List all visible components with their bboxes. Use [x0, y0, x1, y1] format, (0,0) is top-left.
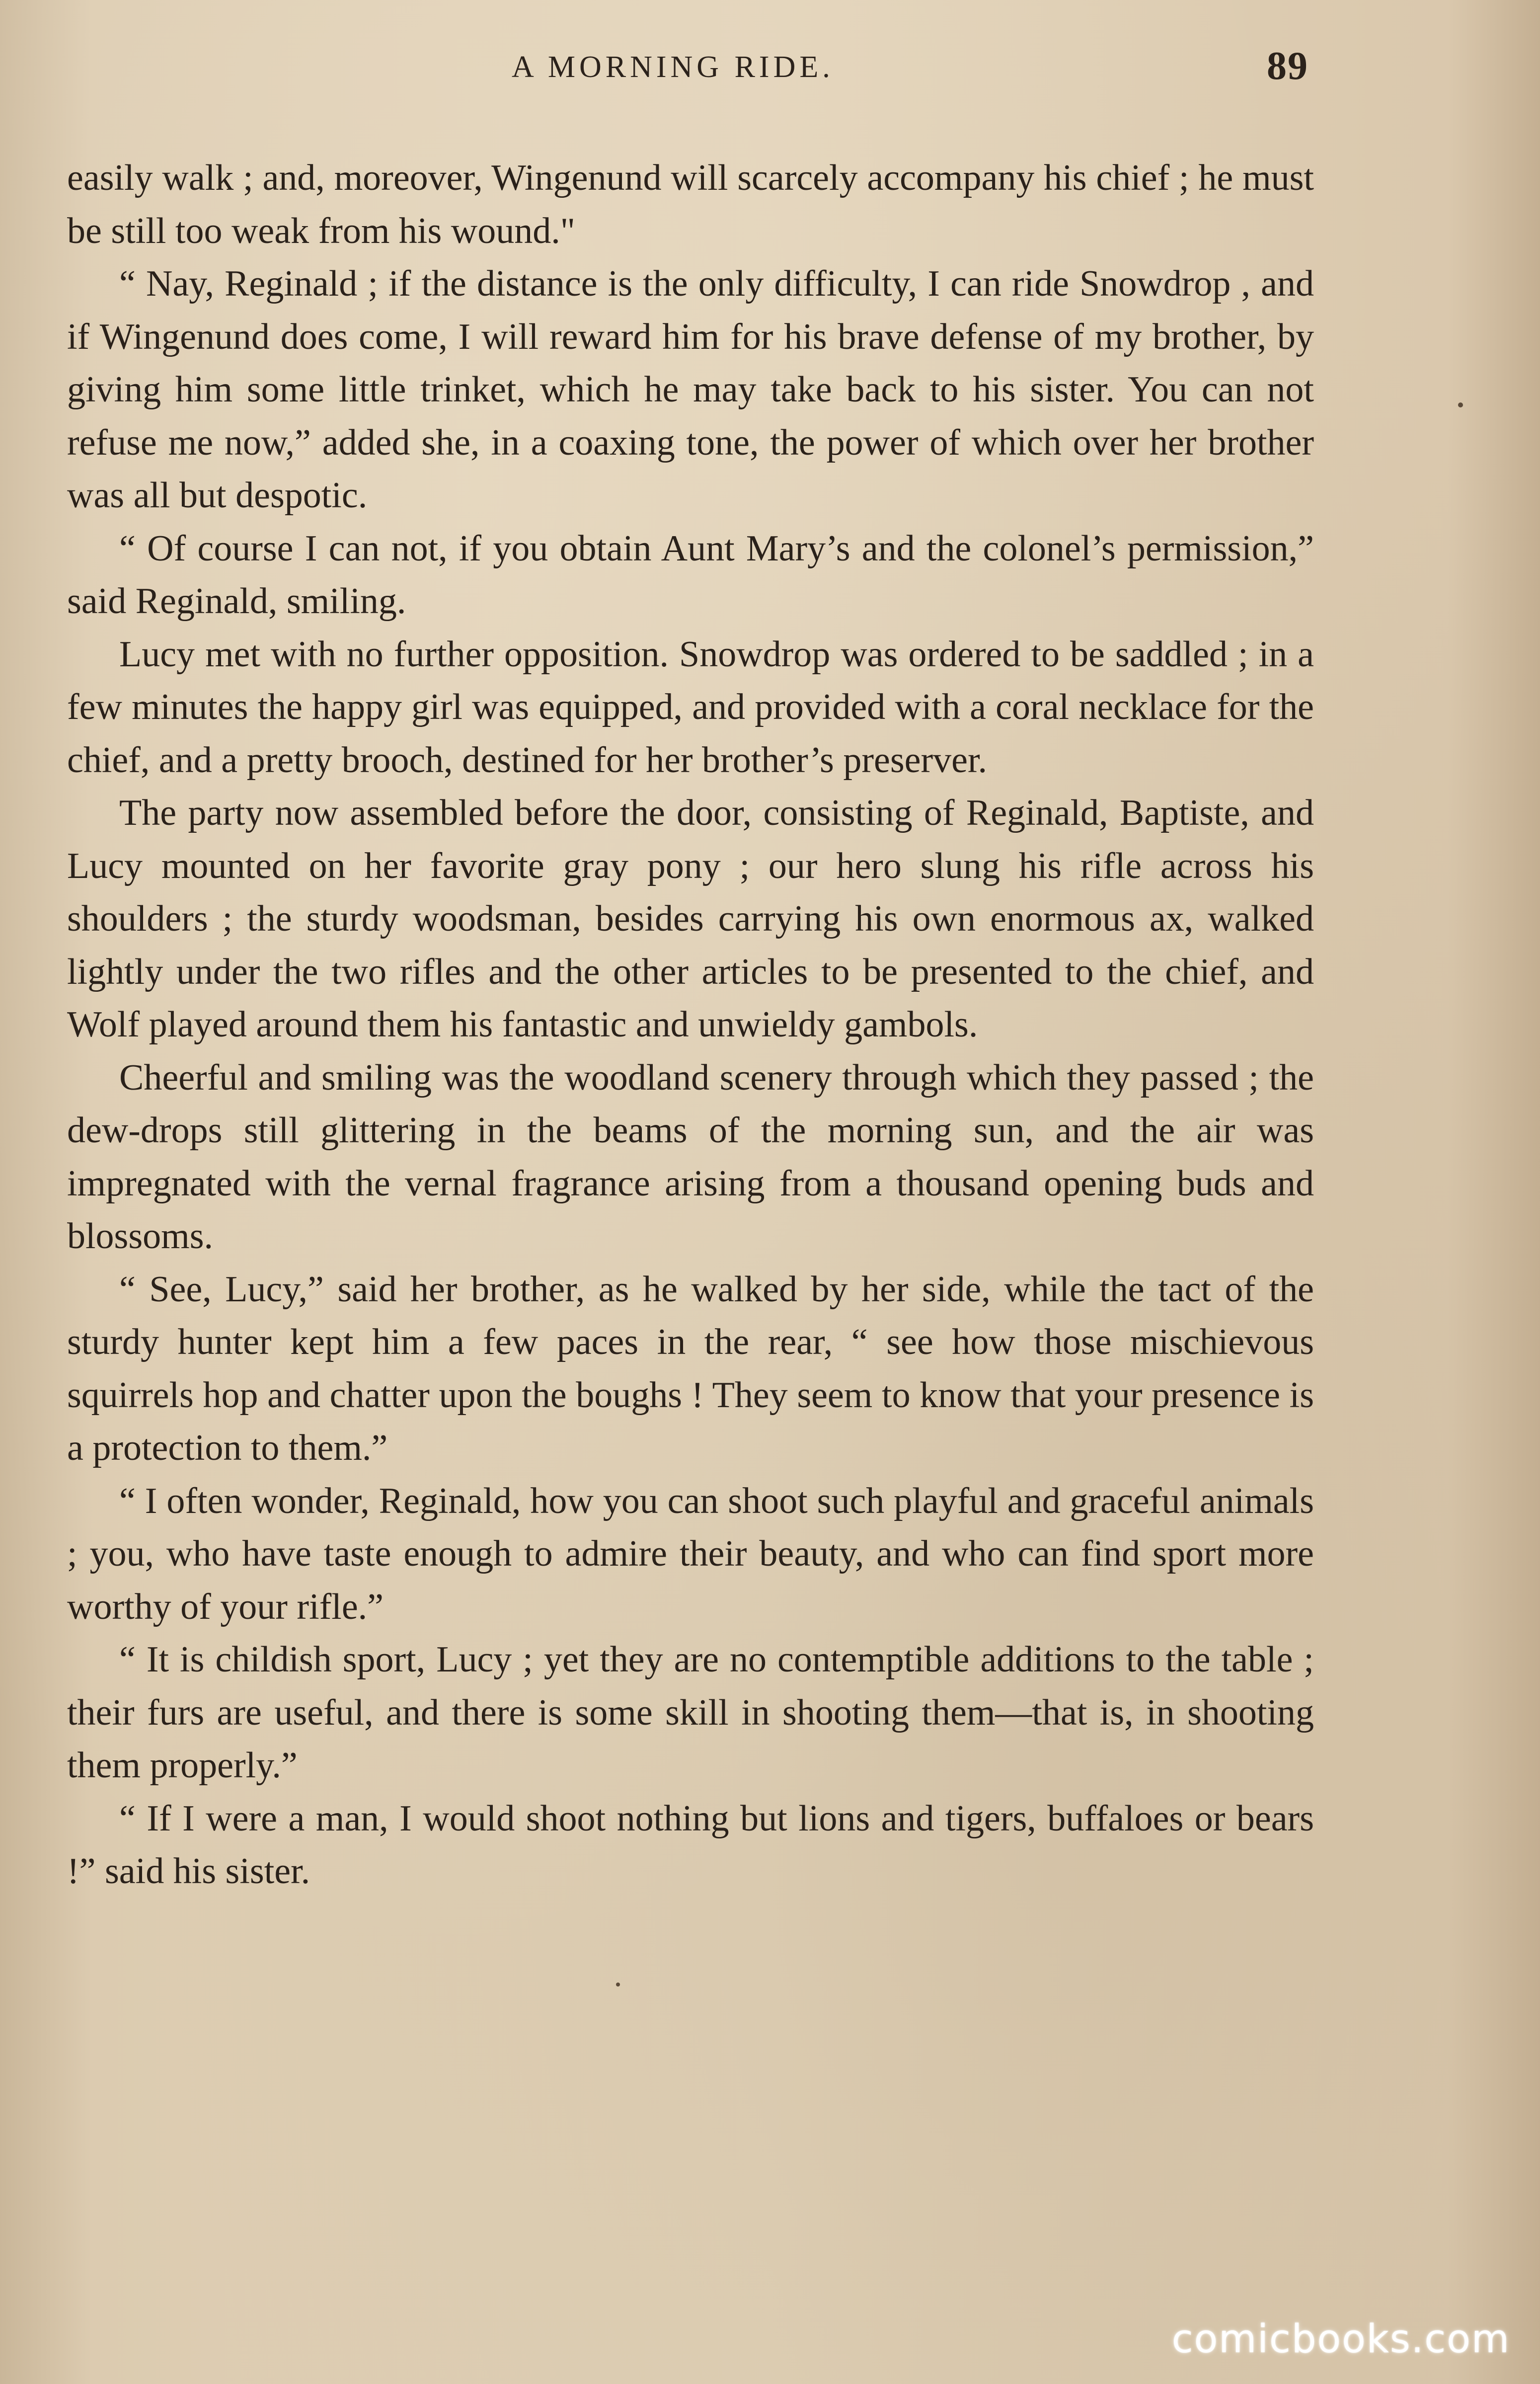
- paragraph: The party now assembled before the door, consisting of Reginald, Baptiste, and Lucy mounted on her favorite gray pony ; our hero slung his rifle across his shoulders ; the sturdy woodsman, besides carrying his own enormous ax, walked lightly under the two rifles and the other articles to be presented to the chief, and Wolf played around them his fantastic and unwieldy gambols.: [67, 793, 1314, 1045]
- paragraph: Cheerful and smiling was the woodland scenery through which they passed ; the dew-drops still glittering in the beams of the morning sun, and the air was impregnated with the vernal fragrance arising from a thousand opening buds and blossoms.: [67, 1057, 1314, 1257]
- paper-speck: [616, 1983, 620, 1987]
- paragraph: “ I often wonder, Reginald, how you can shoot such playful and graceful animals ; you, who have taste enough to admire their beauty, and who can find sport more worthy of your rifle.”: [67, 1480, 1314, 1627]
- chapter-title: A MORNING RIDE.: [512, 50, 834, 84]
- site-watermark: comicbooks.com: [1171, 2317, 1510, 2362]
- paragraph: “ It is childish sport, Lucy ; yet they are no contemptible additions to the table ; their furs are useful, and there is some skill in shooting them—that is, in shooting them properly.”: [67, 1639, 1314, 1786]
- body-text: [67, 152, 1314, 1898]
- paragraph: easily walk ; and, moreover, Wingenund will scarcely accompany his chief ; he must be still too weak from his wound.": [67, 158, 1314, 251]
- paper-speck: [1458, 402, 1463, 407]
- paragraph: Lucy met with no further opposition. Snowdrop was ordered to be saddled ; in a few minutes the happy girl was equipped, and provided with a coral necklace for the chief, and a pretty brooch, destined for her brother’s preserver.: [67, 634, 1314, 781]
- page-number: 89: [1267, 44, 1309, 88]
- paragraph: “ If I were a man, I would shoot nothing but lions and tigers, buffaloes or bears !” said his sister.: [67, 1798, 1314, 1892]
- paragraph: “ Of course I can not, if you obtain Aunt Mary’s and the colonel’s permission,” said Reginald, smiling.: [67, 528, 1314, 622]
- paragraph: “ Nay, Reginald ; if the distance is the only difficulty, I can ride Snowdrop , and if Wingenund does come, I will reward him for his brave defense of my brother, by giving him some little trinket, which he may take back to his sister. You can not refuse me now,” added she, in a coaxing tone, the power of which over her brother was all but despotic.: [67, 263, 1314, 516]
- paragraph: “ See, Lucy,” said her brother, as he walked by her side, while the tact of the sturdy hunter kept him a few paces in the rear, “ see how those mischievous squirrels hop and chatter upon the boughs ! They seem to know that your presence is a protection to them.”: [67, 1269, 1314, 1468]
